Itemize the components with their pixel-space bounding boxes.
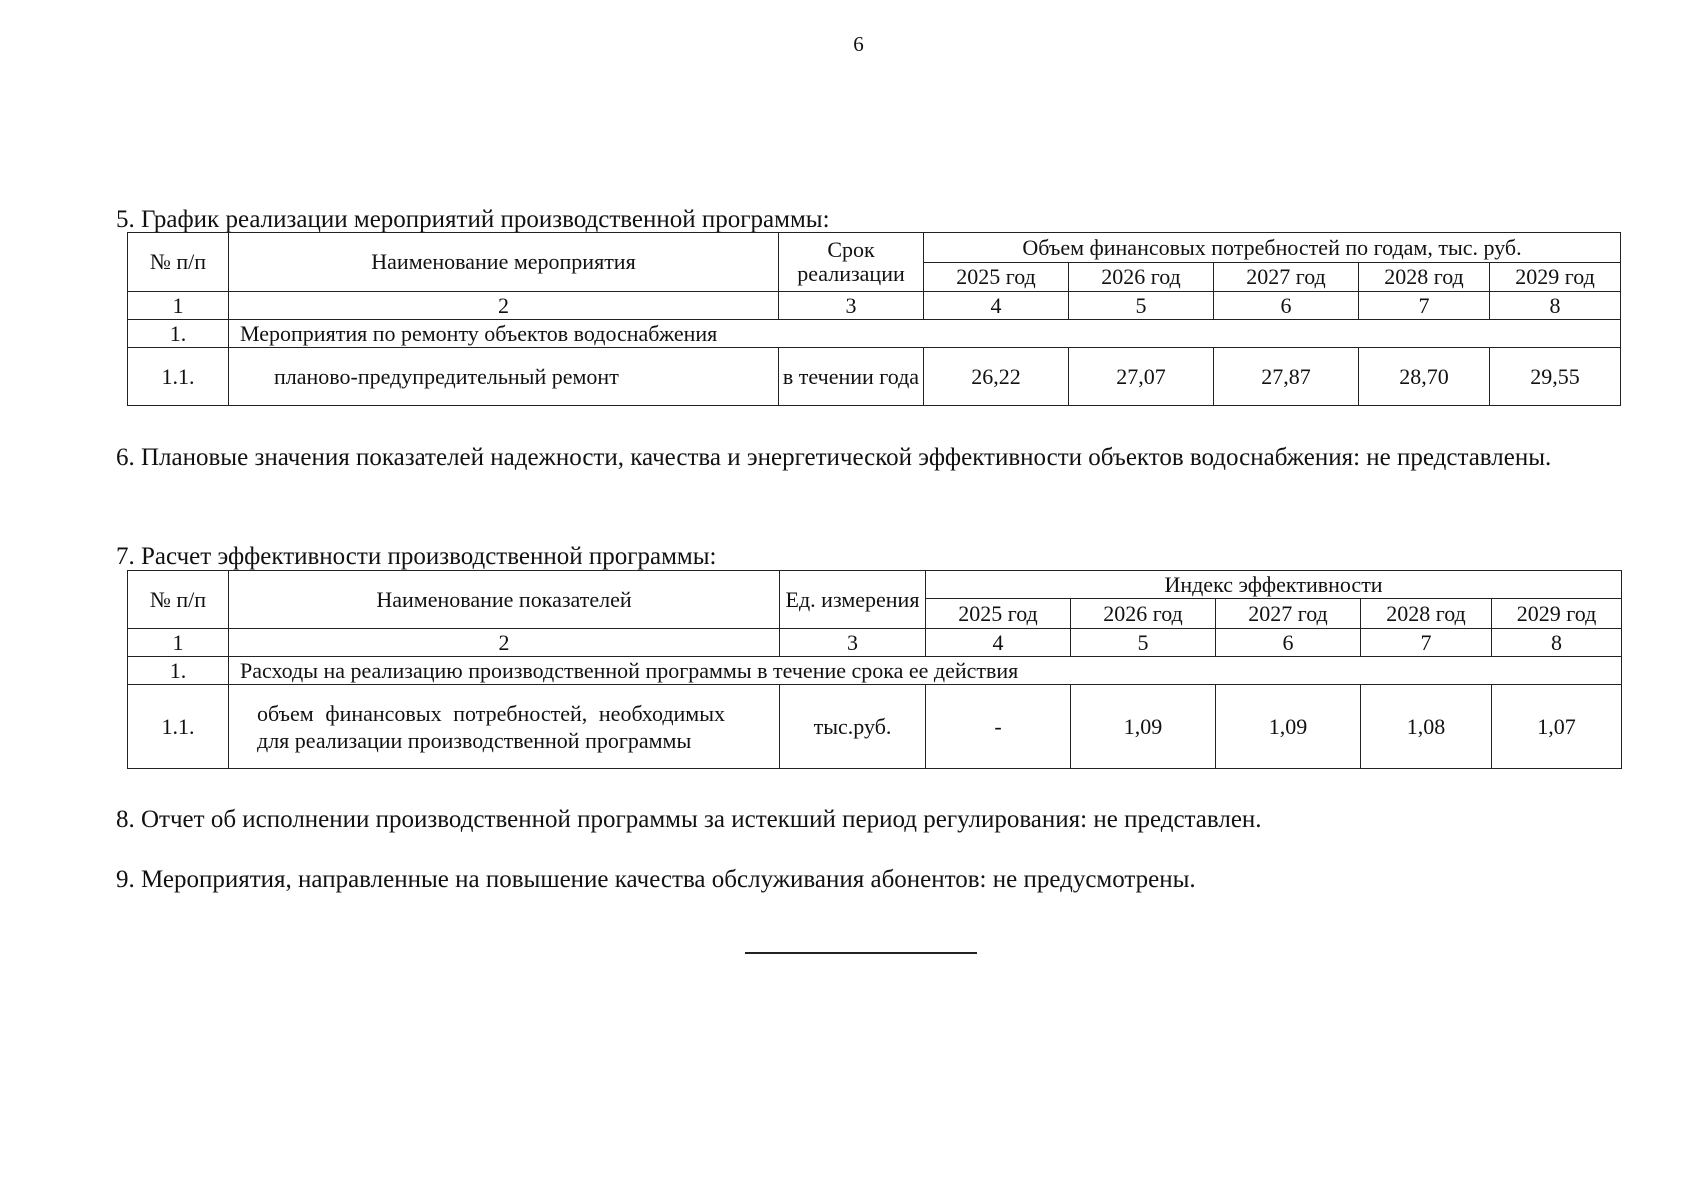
row-value: 26,22	[924, 348, 1069, 406]
header-year: 2028 год	[1361, 599, 1492, 629]
row-value: 1,08	[1361, 685, 1492, 769]
row-value: 28,70	[1359, 348, 1490, 406]
header-finance-group: Объем финансовых потребностей по годам, тыс. руб.	[924, 233, 1621, 263]
row-value: 1,09	[1071, 685, 1216, 769]
schedule-table	[127, 232, 1621, 406]
row-value: 27,07	[1069, 348, 1214, 406]
row-name: планово-предупредительный ремонт	[229, 348, 779, 406]
column-number: 8	[1490, 292, 1621, 320]
row-value: 29,55	[1490, 348, 1621, 406]
section-5-heading: 5. График реализации мероприятий производственной программы:	[116, 206, 830, 233]
header-term: Срок реализации	[779, 233, 924, 292]
section-7-heading: 7. Расчет эффективности производственной программы:	[116, 543, 717, 570]
group-row-title: Мероприятия по ремонту объектов водоснабжения	[229, 320, 1621, 348]
column-number: 1	[128, 292, 229, 320]
header-num: № п/п	[128, 233, 229, 292]
row-value: 1,09	[1216, 685, 1361, 769]
header-index-group: Индекс эффективности	[926, 571, 1622, 599]
column-number: 6	[1214, 292, 1359, 320]
row-name: объем финансовых потребностей, необходимых для реализации производственной программы	[229, 685, 780, 769]
header-year: 2027 год	[1216, 599, 1361, 629]
section-8-text: 8. Отчет об исполнении производственной программы за истекший период регулирования: не представлен.	[116, 806, 1262, 833]
header-num: № п/п	[128, 571, 229, 629]
header-year: 2027 год	[1214, 263, 1359, 292]
header-year: 2029 год	[1490, 263, 1621, 292]
header-year: 2029 год	[1492, 599, 1622, 629]
group-row-num: 1.	[128, 320, 229, 348]
row-unit: тыс.руб.	[780, 685, 926, 769]
column-number: 4	[924, 292, 1069, 320]
section-9-text: 9. Мероприятия, направленные на повышение качества обслуживания абонентов: не предусмотрены.	[116, 866, 1196, 893]
header-name: Наименование показателей	[229, 571, 780, 629]
header-year: 2026 год	[1069, 263, 1214, 292]
row-num: 1.1.	[128, 348, 229, 406]
column-number: 1	[128, 629, 229, 657]
column-number: 4	[926, 629, 1071, 657]
section-6-text: 6. Плановые значения показателей надежности, качества и энергетической эффективности объектов водоснабжения: не представлены.	[116, 444, 1552, 471]
header-name: Наименование мероприятия	[229, 233, 779, 292]
row-value: -	[926, 685, 1071, 769]
column-number: 8	[1492, 629, 1622, 657]
column-number: 3	[780, 629, 926, 657]
header-year: 2025 год	[924, 263, 1069, 292]
efficiency-table	[127, 570, 1622, 769]
group-row-num: 1.	[128, 657, 229, 685]
group-row-title: Расходы на реализацию производственной программы в течение срока ее действия	[229, 657, 1622, 685]
column-number: 3	[779, 292, 924, 320]
column-number: 7	[1361, 629, 1492, 657]
page-number: 6	[853, 32, 864, 56]
column-number: 6	[1216, 629, 1361, 657]
closing-divider	[745, 952, 977, 954]
column-number: 2	[229, 292, 779, 320]
header-year: 2028 год	[1359, 263, 1490, 292]
row-value: 1,07	[1492, 685, 1622, 769]
column-number: 5	[1069, 292, 1214, 320]
column-number: 2	[229, 629, 780, 657]
header-year: 2025 год	[926, 599, 1071, 629]
row-num: 1.1.	[128, 685, 229, 769]
row-value: 27,87	[1214, 348, 1359, 406]
header-year: 2026 год	[1071, 599, 1216, 629]
row-term: в течении года	[779, 348, 924, 406]
column-number: 5	[1071, 629, 1216, 657]
column-number: 7	[1359, 292, 1490, 320]
header-unit: Ед. измерения	[780, 571, 926, 629]
